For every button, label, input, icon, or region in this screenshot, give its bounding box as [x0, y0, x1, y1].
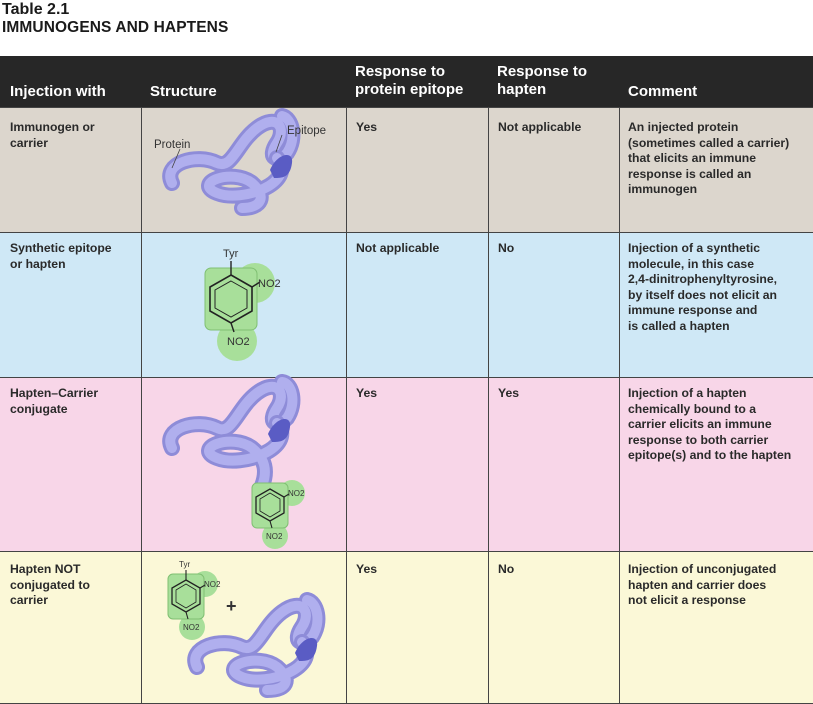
header-injection: Injection with [10, 83, 106, 100]
no2-label: NO2 [204, 580, 221, 589]
header-protein-response: Response to protein epitope [355, 63, 464, 98]
cell-injection: Hapten NOT conjugated to carrier [10, 562, 90, 607]
cell-comment: Injection of a hapten chemically bound to a carrier elicits an immune response to both carrier epitope(s) and to the hapten [619, 378, 813, 552]
cell-protein-response: Yes [346, 108, 488, 233]
header-structure: Structure [150, 83, 217, 100]
cell-injection: Synthetic epitope or hapten [10, 241, 112, 271]
cell-protein-response: Yes [346, 378, 488, 552]
header-hapten-response: Response to hapten [497, 63, 588, 98]
table-caption [2, 1, 228, 37]
cell-structure [141, 552, 346, 703]
conjugate-diagram [142, 378, 347, 552]
tyr-label: Tyr [179, 560, 191, 569]
cell-hapten-response: Yes [488, 378, 619, 552]
no2-label: NO2 [227, 336, 250, 348]
cell-hapten-response: No [488, 552, 619, 703]
header-comment: Comment [628, 83, 698, 100]
no2-label: NO2 [288, 489, 305, 498]
tyr-label: Tyr [223, 248, 239, 260]
epitope-label: Epitope [287, 125, 327, 137]
table-row [0, 551, 813, 704]
cell-injection: Immunogen or carrier [10, 120, 95, 150]
cell-hapten-response: Not applicable [488, 108, 619, 233]
cell-comment: Injection of a synthetic molecule, in this case 2,4-dinitrophenyltyrosine, by itself does not elicit an immune response and is called a hapten [619, 233, 813, 378]
protein-label: Protein [154, 139, 191, 151]
table-row [0, 377, 813, 552]
plus-sign: + [226, 596, 237, 616]
hapten-diagram [142, 233, 347, 378]
cell-structure [141, 378, 346, 552]
protein-chain [170, 116, 292, 208]
cell-protein-response: Not applicable [346, 233, 488, 378]
cell-injection: Hapten–Carrier conjugate [10, 386, 99, 416]
table-number: Table 2.1 [2, 1, 70, 18]
cell-structure [141, 233, 346, 378]
cell-comment: An injected protein (sometimes called a carrier) that elicits an immune response is called an immunogen [619, 108, 813, 233]
cell-protein-response: Yes [346, 552, 488, 703]
cell-comment: Injection of unconjugated hapten and carrier does not elicit a response [619, 552, 813, 703]
table-row [0, 107, 813, 233]
protein-chain [195, 600, 317, 690]
table-title: IMMUNOGENS AND HAPTENS [2, 19, 229, 36]
cell-structure [141, 108, 346, 233]
cell-hapten-response: No [488, 233, 619, 378]
table-row [0, 232, 813, 378]
no2-label: NO2 [183, 623, 200, 632]
table-header [0, 56, 813, 107]
unconjugated-diagram [142, 552, 347, 703]
protein-carrier-diagram [142, 108, 347, 233]
no2-label: NO2 [266, 532, 283, 541]
no2-label: NO2 [258, 278, 281, 290]
immunogens-table [0, 56, 813, 703]
